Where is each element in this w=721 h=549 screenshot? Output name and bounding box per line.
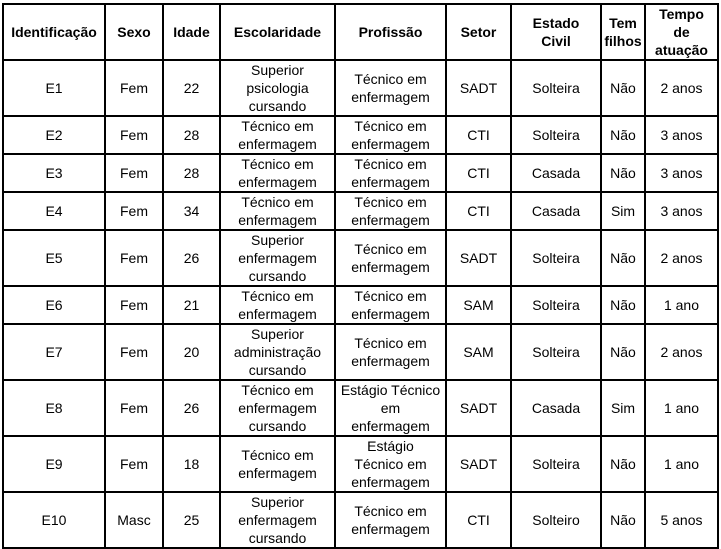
cell-tem-filhos [601,324,645,380]
cell-text: 2 anos [660,344,703,360]
cell-tempo-atuacao [645,436,718,492]
header-tempo-atuacao: Tempo de atuação [645,4,718,60]
cell-text: Técnico em enfermagem [238,194,317,228]
cell-text: Superior psicologia cursando [246,62,309,114]
header-identificacao: Identificação [3,4,105,60]
cell-profissao [335,436,446,492]
cell-idade [163,192,220,230]
cell-text: CTI [467,203,490,219]
cell-setor [446,380,511,436]
participants-table [2,3,719,549]
cell-idade [163,154,220,192]
cell-escolaridade [220,116,335,154]
cell-idade [163,286,220,324]
cell-text: 3 anos [660,203,703,219]
table-row [3,230,718,286]
cell-tem-filhos [601,436,645,492]
cell-sexo [105,380,163,436]
cell-tempo-atuacao [645,380,718,436]
cell-idade [163,380,220,436]
cell-text: Solteiro [532,512,580,528]
cell-escolaridade [220,230,335,286]
cell-tem-filhos [601,192,645,230]
cell-text: SADT [459,250,498,266]
cell-text: E2 [45,127,63,143]
cell-tempo-atuacao [645,154,718,192]
cell-setor [446,230,511,286]
cell-tem-filhos [601,60,645,116]
cell-estado-civil [511,192,601,230]
cell-text: 26 [183,250,200,266]
table-body [3,60,718,548]
cell-idade [163,116,220,154]
cell-text: Técnico em enfermagem [238,156,317,190]
cell-escolaridade [220,436,335,492]
cell-text: Técnico em enfermagem [351,335,430,369]
cell-text: Não [610,80,636,96]
cell-text: Solteira [532,80,580,96]
cell-text: E9 [45,456,63,472]
cell-tempo-atuacao [645,116,718,154]
table-row [3,286,718,324]
cell-text: Não [610,250,636,266]
cell-text: Fem [120,400,148,416]
cell-text: Fem [120,297,148,313]
cell-text: Estágio Técnico em enfermagem [351,438,430,490]
header-sexo: Sexo [105,4,163,60]
cell-text: CTI [467,165,490,181]
cell-text: 18 [183,456,200,472]
cell-text: Não [610,127,636,143]
cell-identificacao [3,324,105,380]
cell-text: SAM [463,344,494,360]
cell-setor [446,192,511,230]
cell-text: E5 [45,250,63,266]
cell-identificacao [3,230,105,286]
cell-tem-filhos [601,286,645,324]
cell-text: E4 [45,203,63,219]
cell-text: Fem [120,127,148,143]
cell-text: SADT [459,456,498,472]
cell-text: Casada [531,400,581,416]
cell-escolaridade [220,154,335,192]
cell-tem-filhos [601,230,645,286]
cell-text: Solteira [532,344,580,360]
cell-text: Sim [610,400,636,416]
cell-text: 26 [183,400,200,416]
cell-text: E1 [45,80,63,96]
cell-text: 2 anos [660,80,703,96]
cell-text: Casada [531,203,581,219]
cell-text: E10 [41,512,67,528]
cell-text: Técnico em enfermagem [351,241,430,275]
cell-text: 34 [183,203,200,219]
cell-text: Fem [120,203,148,219]
cell-setor [446,324,511,380]
table-row [3,380,718,436]
cell-sexo [105,116,163,154]
cell-text: Fem [120,165,148,181]
cell-sexo [105,230,163,286]
cell-escolaridade [220,324,335,380]
cell-profissao [335,116,446,154]
cell-text: Fem [120,250,148,266]
cell-text: Superior administração cursando [233,326,322,378]
table-header [3,4,718,60]
cell-setor [446,436,511,492]
cell-text: Fem [120,456,148,472]
cell-text: Sim [610,203,636,219]
table-row [3,154,718,192]
cell-text: Estágio Técnico em enfermagem [340,382,441,434]
cell-text: 3 anos [660,165,703,181]
cell-identificacao [3,436,105,492]
cell-identificacao [3,60,105,116]
header-setor: Setor [446,4,511,60]
cell-profissao [335,324,446,380]
cell-profissao [335,154,446,192]
cell-text: 2 anos [660,250,703,266]
cell-estado-civil [511,436,601,492]
cell-text: E7 [45,344,63,360]
cell-text: SADT [459,400,498,416]
cell-escolaridade [220,192,335,230]
cell-text: 22 [183,80,200,96]
header-row [3,4,718,60]
cell-text: SADT [459,80,498,96]
cell-text: Técnico em enfermagem [238,288,317,322]
cell-tem-filhos [601,380,645,436]
cell-text: Técnico em enfermagem [238,447,317,481]
cell-text: 28 [183,165,200,181]
header-idade: Idade [163,4,220,60]
cell-text: 25 [183,512,200,528]
cell-tempo-atuacao [645,286,718,324]
cell-text: E8 [45,400,63,416]
cell-text: Não [610,344,636,360]
cell-tempo-atuacao [645,324,718,380]
cell-text: Solteira [532,456,580,472]
cell-setor [446,286,511,324]
cell-tempo-atuacao [645,60,718,116]
cell-text: Superior enfermagem cursando [238,494,317,546]
cell-tempo-atuacao [645,192,718,230]
cell-text: 20 [183,344,200,360]
cell-estado-civil [511,116,601,154]
header-profissao: Profissão [335,4,446,60]
cell-text: 1 ano [663,297,700,313]
cell-profissao [335,380,446,436]
cell-identificacao [3,116,105,154]
cell-text: E3 [45,165,63,181]
cell-identificacao [3,380,105,436]
cell-text: Técnico em enfermagem cursando [238,382,317,434]
cell-text: Técnico em enfermagem [351,194,430,228]
cell-text: Técnico em enfermagem [238,118,317,152]
cell-text: Solteira [532,297,580,313]
cell-text: 21 [183,297,200,313]
cell-tem-filhos [601,154,645,192]
header-estado-civil: Estado Civil [511,4,601,60]
cell-estado-civil [511,154,601,192]
cell-estado-civil [511,380,601,436]
cell-text: Técnico em enfermagem [351,156,430,190]
cell-text: Fem [120,344,148,360]
cell-text: Casada [531,165,581,181]
cell-estado-civil [511,286,601,324]
cell-text: 1 ano [663,456,700,472]
cell-identificacao [3,154,105,192]
table-row [3,192,718,230]
cell-sexo [105,324,163,380]
cell-sexo [105,436,163,492]
cell-profissao [335,192,446,230]
cell-text: CTI [467,127,490,143]
cell-text: Técnico em enfermagem [351,118,430,152]
cell-escolaridade [220,380,335,436]
cell-text: SAM [463,297,494,313]
cell-profissao [335,230,446,286]
table-row [3,116,718,154]
cell-profissao [335,286,446,324]
cell-tempo-atuacao [645,230,718,286]
cell-idade [163,324,220,380]
cell-text: 28 [183,127,200,143]
cell-tem-filhos [601,116,645,154]
table-row [3,324,718,380]
cell-text: Não [610,297,636,313]
cell-text: Fem [120,80,148,96]
cell-text: 5 anos [660,512,703,528]
cell-text: E6 [45,297,63,313]
cell-estado-civil [511,230,601,286]
cell-estado-civil [511,324,601,380]
cell-text: Masc [117,512,151,528]
cell-text: Superior enfermagem cursando [238,232,317,284]
cell-text: Não [610,456,636,472]
cell-sexo [105,192,163,230]
cell-text: 1 ano [663,400,700,416]
cell-text: Solteira [532,127,580,143]
cell-escolaridade [220,60,335,116]
cell-sexo [105,286,163,324]
cell-idade [163,60,220,116]
cell-identificacao [3,192,105,230]
cell-sexo [105,154,163,192]
cell-sexo [105,60,163,116]
cell-idade [163,436,220,492]
cell-text: Técnico em enfermagem [351,503,430,537]
cell-text: Técnico em enfermagem [351,288,430,322]
cell-text: Solteira [532,250,580,266]
cell-text: Técnico em enfermagem [351,71,430,105]
cell-setor [446,60,511,116]
cell-estado-civil [511,60,601,116]
cell-text: Não [610,165,636,181]
table-row [3,60,718,116]
cell-escolaridade [220,286,335,324]
table-row [3,436,718,492]
cell-text: 3 anos [660,127,703,143]
header-tem-filhos: Tem filhos [601,4,645,60]
header-escolaridade: Escolaridade [220,4,335,60]
cell-setor [446,154,511,192]
cell-text: Não [610,512,636,528]
cell-profissao [335,60,446,116]
cell-idade [163,230,220,286]
cell-text: CTI [467,512,490,528]
cell-setor [446,116,511,154]
cell-identificacao [3,286,105,324]
